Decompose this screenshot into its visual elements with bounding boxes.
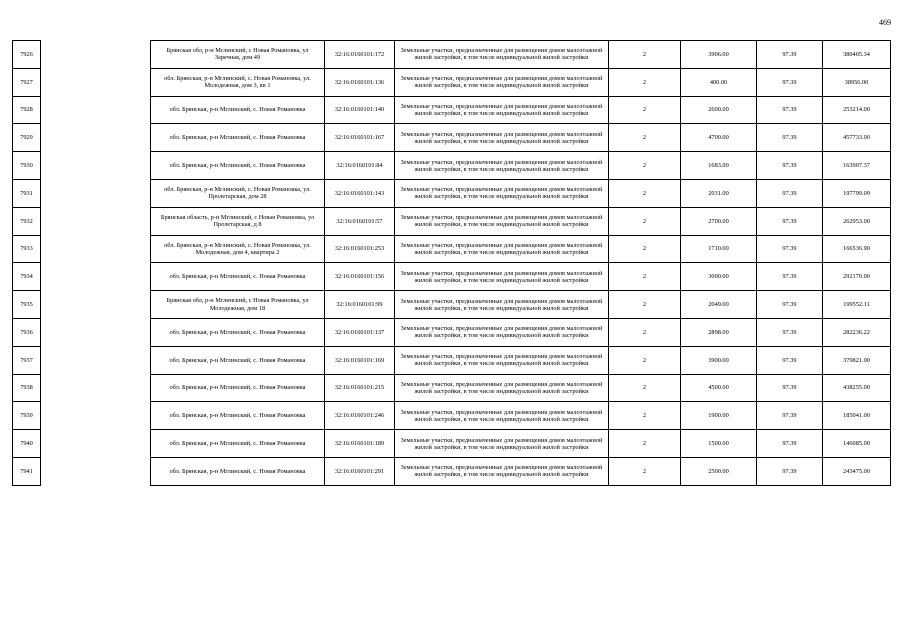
- land-use-purpose-cell: Земельные участки, предназначенные для размещения домов малоэтажной жилой застройки, в том числе индивидуальной жилой застройки: [395, 346, 609, 374]
- row-number-cell: 7937: [13, 346, 41, 374]
- address-cell: обл. Брянская, р-н Мглинский, с. Новая Романовка: [151, 430, 325, 458]
- cadastral-number-cell: 32:16:0160101:291: [325, 457, 395, 485]
- cadastral-number-cell: 32:16:0160101:172: [325, 41, 395, 69]
- empty-gap-cell: [41, 152, 151, 180]
- address-cell: обл. Брянская, р-н Мглинский, с. Новая Романовка: [151, 457, 325, 485]
- cadastral-number-cell: 32:16:0160101:189: [325, 430, 395, 458]
- land-use-purpose-cell: Земельные участки, предназначенные для размещения домов малоэтажной жилой застройки, в том числе индивидуальной жилой застройки: [395, 68, 609, 96]
- specific-value-cell: 97.39: [757, 207, 823, 235]
- row-number-cell: 7934: [13, 263, 41, 291]
- cadastral-number-cell: 32:16:0160101:253: [325, 235, 395, 263]
- cadastral-value-cell: 438255.00: [823, 374, 891, 402]
- group-number-cell: 2: [609, 263, 681, 291]
- address-cell: обл. Брянская, р-н Мглинский, с. Новая Романовка: [151, 402, 325, 430]
- cadastral-value-table: [12, 40, 891, 486]
- area-cell: 2049.00: [681, 291, 757, 319]
- cadastral-value-cell: 243475.00: [823, 457, 891, 485]
- cadastral-value-cell: 146085.00: [823, 430, 891, 458]
- cadastral-value-cell: 38956.00: [823, 68, 891, 96]
- cadastral-value-cell: 457733.00: [823, 124, 891, 152]
- area-cell: 1683.00: [681, 152, 757, 180]
- specific-value-cell: 97.39: [757, 68, 823, 96]
- specific-value-cell: 97.39: [757, 235, 823, 263]
- address-cell: обл. Брянская, р-н Мглинский, с. Новая Романовка: [151, 124, 325, 152]
- table-row: [13, 457, 891, 485]
- land-use-purpose-cell: Земельные участки, предназначенные для размещения домов малоэтажной жилой застройки, в том числе индивидуальной жилой застройки: [395, 124, 609, 152]
- table-row: [13, 152, 891, 180]
- land-use-purpose-cell: Земельные участки, предназначенные для размещения домов малоэтажной жилой застройки, в том числе индивидуальной жилой застройки: [395, 457, 609, 485]
- empty-gap-cell: [41, 41, 151, 69]
- group-number-cell: 2: [609, 457, 681, 485]
- cadastral-value-cell: 166536.90: [823, 235, 891, 263]
- area-cell: 3906.00: [681, 41, 757, 69]
- specific-value-cell: 97.39: [757, 152, 823, 180]
- group-number-cell: 2: [609, 430, 681, 458]
- table-row: [13, 402, 891, 430]
- specific-value-cell: 97.39: [757, 96, 823, 124]
- area-cell: 3900.00: [681, 346, 757, 374]
- cadastral-value-cell: 262953.00: [823, 207, 891, 235]
- area-cell: 2500.00: [681, 457, 757, 485]
- empty-gap-cell: [41, 235, 151, 263]
- group-number-cell: 2: [609, 124, 681, 152]
- cadastral-value-cell: 292170.00: [823, 263, 891, 291]
- row-number-cell: 7939: [13, 402, 41, 430]
- land-use-purpose-cell: Земельные участки, предназначенные для размещения домов малоэтажной жилой застройки, в том числе индивидуальной жилой застройки: [395, 152, 609, 180]
- cadastral-value-cell: 199552.11: [823, 291, 891, 319]
- row-number-cell: 7930: [13, 152, 41, 180]
- group-number-cell: 2: [609, 402, 681, 430]
- address-cell: Брянская область, р-н Мглинский, с Новая Романовка, ул Пролетарская, д 8: [151, 207, 325, 235]
- table-row: [13, 68, 891, 96]
- cadastral-value-cell: 380405.34: [823, 41, 891, 69]
- cadastral-number-cell: 32:16:0160101:246: [325, 402, 395, 430]
- address-cell: обл. Брянская, р-н Мглинский, с. Новая Романовка: [151, 96, 325, 124]
- empty-gap-cell: [41, 291, 151, 319]
- row-number-cell: 7927: [13, 68, 41, 96]
- table-row: [13, 263, 891, 291]
- cadastral-number-cell: 32:16:0160101:156: [325, 263, 395, 291]
- cadastral-number-cell: 32:16:0160101:136: [325, 68, 395, 96]
- row-number-cell: 7931: [13, 179, 41, 207]
- address-cell: обл. Брянская, р-н Мглинский, с. Новая Романовка, ул. Молодежная, дом 4, квартира 2: [151, 235, 325, 263]
- specific-value-cell: 97.39: [757, 41, 823, 69]
- area-cell: 1500.00: [681, 430, 757, 458]
- area-cell: 1900.00: [681, 402, 757, 430]
- group-number-cell: 2: [609, 318, 681, 346]
- table-row: [13, 207, 891, 235]
- table-body: [13, 41, 891, 486]
- address-cell: обл. Брянская, р-н Мглинский, с. Новая Романовка: [151, 374, 325, 402]
- empty-gap-cell: [41, 124, 151, 152]
- empty-gap-cell: [41, 402, 151, 430]
- table-row: [13, 235, 891, 263]
- empty-gap-cell: [41, 374, 151, 402]
- page-number: 469: [879, 18, 891, 27]
- row-number-cell: 7935: [13, 291, 41, 319]
- address-cell: обл. Брянская, р-н Мглинский, с. Новая Романовка, ул. Молодежная, дом 3, кв 1: [151, 68, 325, 96]
- land-use-purpose-cell: Земельные участки, предназначенные для размещения домов малоэтажной жилой застройки, в том числе индивидуальной жилой застройки: [395, 263, 609, 291]
- row-number-cell: 7941: [13, 457, 41, 485]
- land-use-purpose-cell: Земельные участки, предназначенные для размещения домов малоэтажной жилой застройки, в том числе индивидуальной жилой застройки: [395, 207, 609, 235]
- empty-gap-cell: [41, 207, 151, 235]
- area-cell: 2898.00: [681, 318, 757, 346]
- area-cell: 4500.00: [681, 374, 757, 402]
- table-row: [13, 291, 891, 319]
- land-use-purpose-cell: Земельные участки, предназначенные для размещения домов малоэтажной жилой застройки, в том числе индивидуальной жилой застройки: [395, 430, 609, 458]
- land-use-purpose-cell: Земельные участки, предназначенные для размещения домов малоэтажной жилой застройки, в том числе индивидуальной жилой застройки: [395, 318, 609, 346]
- row-number-cell: 7926: [13, 41, 41, 69]
- land-use-purpose-cell: Земельные участки, предназначенные для размещения домов малоэтажной жилой застройки, в том числе индивидуальной жилой застройки: [395, 96, 609, 124]
- cadastral-number-cell: 32:16:0160101:167: [325, 124, 395, 152]
- address-cell: Брянская обл, р-н Мглинский, с Новая Романовка, ул Молодежная, дом 18: [151, 291, 325, 319]
- specific-value-cell: 97.39: [757, 318, 823, 346]
- cadastral-number-cell: 32:16:0160101:143: [325, 179, 395, 207]
- cadastral-value-cell: 379821.00: [823, 346, 891, 374]
- cadastral-value-cell: 253214.00: [823, 96, 891, 124]
- area-cell: 2031.00: [681, 179, 757, 207]
- cadastral-value-cell: 185041.00: [823, 402, 891, 430]
- land-use-purpose-cell: Земельные участки, предназначенные для размещения домов малоэтажной жилой застройки, в том числе индивидуальной жилой застройки: [395, 235, 609, 263]
- specific-value-cell: 97.39: [757, 346, 823, 374]
- specific-value-cell: 97.39: [757, 179, 823, 207]
- area-cell: 2600.00: [681, 96, 757, 124]
- row-number-cell: 7933: [13, 235, 41, 263]
- row-number-cell: 7929: [13, 124, 41, 152]
- cadastral-number-cell: 32:16:0160101:84: [325, 152, 395, 180]
- specific-value-cell: 97.39: [757, 402, 823, 430]
- table-row: [13, 374, 891, 402]
- specific-value-cell: 97.39: [757, 457, 823, 485]
- group-number-cell: 2: [609, 179, 681, 207]
- specific-value-cell: 97.39: [757, 263, 823, 291]
- empty-gap-cell: [41, 96, 151, 124]
- address-cell: Брянская обл, р-н Мглинский, с Новая Романовка, ул Заречная, дом 49: [151, 41, 325, 69]
- group-number-cell: 2: [609, 291, 681, 319]
- cadastral-number-cell: 32:16:0160101:215: [325, 374, 395, 402]
- address-cell: обл. Брянская, р-н Мглинский, с. Новая Романовка: [151, 263, 325, 291]
- empty-gap-cell: [41, 430, 151, 458]
- row-number-cell: 7936: [13, 318, 41, 346]
- area-cell: 3000.00: [681, 263, 757, 291]
- cadastral-value-cell: 197799.09: [823, 179, 891, 207]
- group-number-cell: 2: [609, 346, 681, 374]
- group-number-cell: 2: [609, 96, 681, 124]
- cadastral-number-cell: 32:16:0160101:137: [325, 318, 395, 346]
- address-cell: обл. Брянская, р-н Мглинский, с. Новая Романовка, ул. Пролетарская, дом 28: [151, 179, 325, 207]
- table-row: [13, 346, 891, 374]
- table-row: [13, 124, 891, 152]
- table-row: [13, 41, 891, 69]
- group-number-cell: 2: [609, 207, 681, 235]
- land-use-purpose-cell: Земельные участки, предназначенные для размещения домов малоэтажной жилой застройки, в том числе индивидуальной жилой застройки: [395, 374, 609, 402]
- row-number-cell: 7928: [13, 96, 41, 124]
- land-use-purpose-cell: Земельные участки, предназначенные для размещения домов малоэтажной жилой застройки, в том числе индивидуальной жилой застройки: [395, 41, 609, 69]
- specific-value-cell: 97.39: [757, 374, 823, 402]
- area-cell: 4700.00: [681, 124, 757, 152]
- cadastral-number-cell: 32:16:0160101:57: [325, 207, 395, 235]
- land-use-purpose-cell: Земельные участки, предназначенные для размещения домов малоэтажной жилой застройки, в том числе индивидуальной жилой застройки: [395, 291, 609, 319]
- row-number-cell: 7938: [13, 374, 41, 402]
- specific-value-cell: 97.39: [757, 124, 823, 152]
- empty-gap-cell: [41, 318, 151, 346]
- table-row: [13, 318, 891, 346]
- row-number-cell: 7940: [13, 430, 41, 458]
- area-cell: 2700.00: [681, 207, 757, 235]
- area-cell: 1710.00: [681, 235, 757, 263]
- cadastral-number-cell: 32:16:0160101:169: [325, 346, 395, 374]
- empty-gap-cell: [41, 179, 151, 207]
- group-number-cell: 2: [609, 152, 681, 180]
- empty-gap-cell: [41, 457, 151, 485]
- table-row: [13, 179, 891, 207]
- table-row: [13, 430, 891, 458]
- group-number-cell: 2: [609, 41, 681, 69]
- cadastral-number-cell: 32:16:0160101:140: [325, 96, 395, 124]
- empty-gap-cell: [41, 263, 151, 291]
- cadastral-value-cell: 163907.37: [823, 152, 891, 180]
- address-cell: обл. Брянская, р-н Мглинский, с. Новая Романовка: [151, 152, 325, 180]
- address-cell: обл. Брянская, р-н Мглинский, с. Новая Романовка: [151, 318, 325, 346]
- land-use-purpose-cell: Земельные участки, предназначенные для размещения домов малоэтажной жилой застройки, в том числе индивидуальной жилой застройки: [395, 402, 609, 430]
- group-number-cell: 2: [609, 235, 681, 263]
- row-number-cell: 7932: [13, 207, 41, 235]
- group-number-cell: 2: [609, 374, 681, 402]
- group-number-cell: 2: [609, 68, 681, 96]
- area-cell: 400.00: [681, 68, 757, 96]
- specific-value-cell: 97.39: [757, 430, 823, 458]
- cadastral-number-cell: 32:16:0160101:99: [325, 291, 395, 319]
- empty-gap-cell: [41, 346, 151, 374]
- land-use-purpose-cell: Земельные участки, предназначенные для размещения домов малоэтажной жилой застройки, в том числе индивидуальной жилой застройки: [395, 179, 609, 207]
- specific-value-cell: 97.39: [757, 291, 823, 319]
- cadastral-value-cell: 282236.22: [823, 318, 891, 346]
- address-cell: обл. Брянская, р-н Мглинский, с. Новая Романовка: [151, 346, 325, 374]
- table-row: [13, 96, 891, 124]
- empty-gap-cell: [41, 68, 151, 96]
